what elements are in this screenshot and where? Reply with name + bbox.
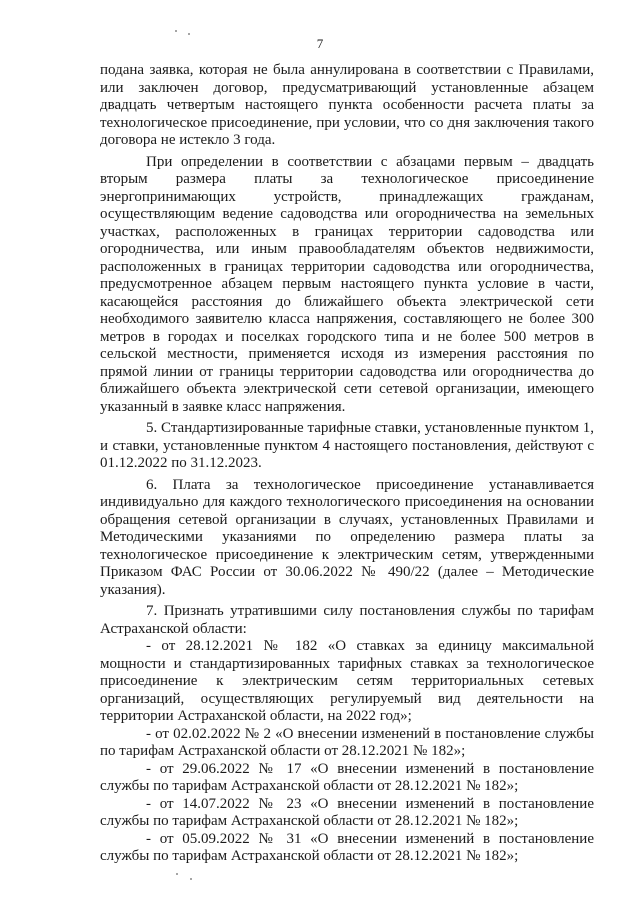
- paragraph-item-7: 7. Признать утратившими силу постановления службы по тарифам Астраханской области:: [100, 603, 594, 637]
- document-body: [100, 62, 594, 866]
- list-item-repealed-5: - от 05.09.2022 № 31 «О внесении изменений в постановление службы по тарифам Астраханской области от 28.12.2021 № 182»;: [100, 830, 594, 864]
- page-number: 7: [316, 36, 324, 51]
- list-item-repealed-1: - от 28.12.2021 № 182 «О ставках за единицу максимальной мощности и стандартизированных тарифных ставках за технологическое присоединение к электрическим сетям территориальных сетевых организаций, осуществляющих регулируемый вид деятельности на территории Астраханской области, на 2022 год»;: [100, 638, 594, 724]
- paragraph-item-5: 5. Стандартизированные тарифные ставки, установленные пунктом 1, и ставки, установленные пунктом 4 настоящего постановления, действуют с 01.12.2022 по 31.12.2023.: [100, 420, 594, 471]
- scan-speck: [176, 873, 178, 875]
- scan-speck: [190, 878, 192, 880]
- list-item-repealed-4: - от 14.07.2022 № 23 «О внесении изменений в постановление службы по тарифам Астраханской области от 28.12.2021 № 182»;: [100, 795, 594, 829]
- list-item-repealed-2: - от 02.02.2022 № 2 «О внесении изменений в постановление службы по тарифам Астраханской области от 28.12.2021 № 182»;: [100, 725, 594, 759]
- paragraph-distance-rule: При определении в соответствии с абзацами первым – двадцать вторым размера платы за технологическое присоединение энергопринимающих устройств, принадлежащих гражданам, осуществляющим ведение садоводства или огородничества на земельных участках, расположенных в границах территории садоводства или огородничества, или иным правообладателям объектов недвижимости, расположенных в границах территории садоводства или огородничества, предусмотренное абзацем первым настоящего пункта условие в части, касающейся расстояния до ближайшего объекта электрической сети необходимого заявителю класса напряжения, составляющего не более 300 метров в городах и поселках городского типа и не более 500 метров в сельской местности, применяется исходя из измерения расстояния по прямой линии от границы территории садоводства или огородничества до ближайшего объекта электрической сети сетевой организации, имеющего указанный в заявке класс напряжения.: [100, 153, 594, 415]
- paragraph-continuation: подана заявка, которая не была аннулирована в соответствии с Правилами, или заключен договор, предусматривающий установленные абзацем двадцать четвертым настоящего пункта особенности расчета платы за технологическое присоединение, при условии, что со дня заключения такого договора не истекло 3 года.: [100, 62, 594, 148]
- paragraph-item-6: 6. Плата за технологическое присоединение устанавливается индивидуально для каждого технологического присоединения на основании обращения сетевой организации в случаях, установленных Правилами и Методическими указаниями по определению размера платы за технологическое присоединение к электрическим сетям, утвержденными Приказом ФАС России от 30.06.2022 № 490/22 (далее – Методические указания).: [100, 476, 594, 598]
- scan-speck: [188, 33, 190, 35]
- list-item-repealed-3: - от 29.06.2022 № 17 «О внесении изменений в постановление службы по тарифам Астраханской области от 28.12.2021 № 182»;: [100, 760, 594, 794]
- scan-speck: [175, 30, 177, 32]
